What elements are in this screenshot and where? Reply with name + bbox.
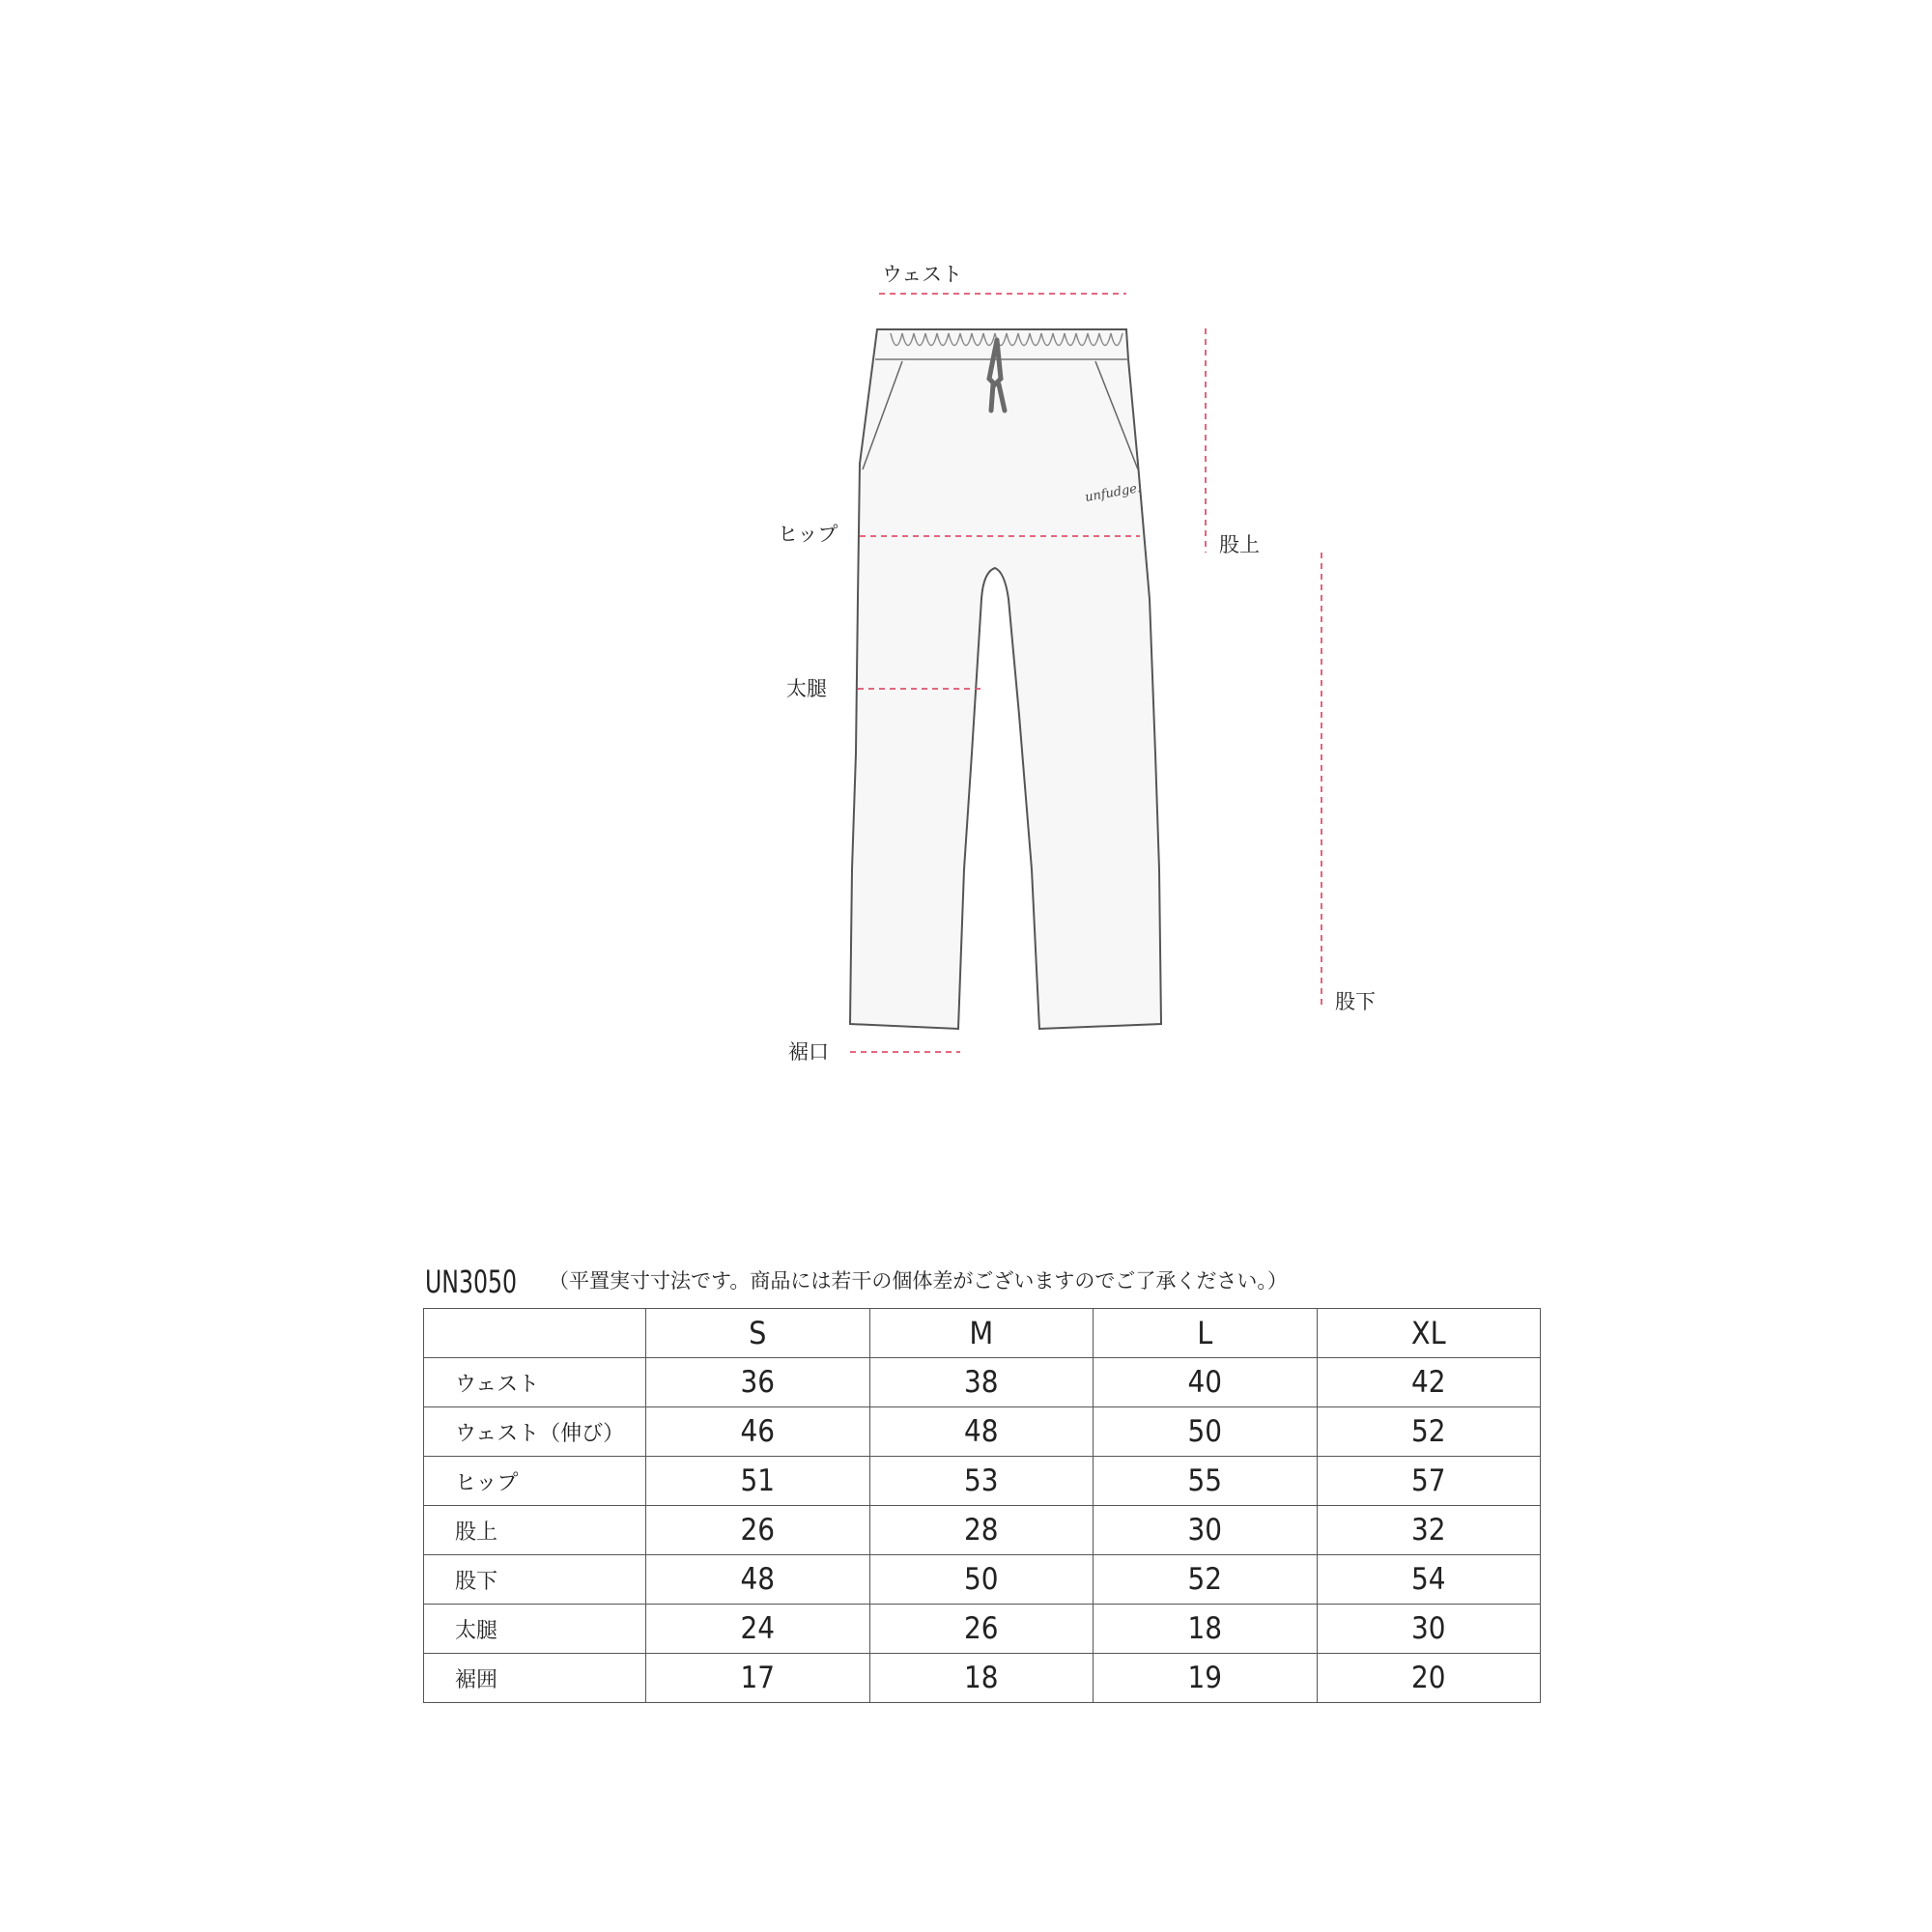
- table-cell: 50: [1094, 1407, 1318, 1457]
- table-row: [424, 1407, 1541, 1457]
- table-cell: 55: [1094, 1457, 1318, 1506]
- table-row: [424, 1358, 1541, 1407]
- table-row: [424, 1654, 1541, 1703]
- row-label: ウェスト（伸び）: [424, 1407, 646, 1457]
- table-cell: 19: [1094, 1654, 1318, 1703]
- header-size-m: M: [869, 1309, 1094, 1358]
- table-cell: 42: [1317, 1358, 1541, 1407]
- table-cell: 50: [869, 1555, 1094, 1605]
- table-cell: 18: [869, 1654, 1094, 1703]
- inseam-label: 股下: [1335, 990, 1376, 1013]
- row-label: 股下: [424, 1555, 646, 1605]
- table-cell: 30: [1094, 1506, 1318, 1555]
- table-cell: 32: [1317, 1506, 1541, 1555]
- table-cell: 40: [1094, 1358, 1318, 1407]
- table-cell: 48: [869, 1407, 1094, 1457]
- row-label: ウェスト: [424, 1358, 646, 1407]
- table-cell: 18: [1094, 1605, 1318, 1654]
- table-cell: 53: [869, 1457, 1094, 1506]
- table-cell: 17: [646, 1654, 870, 1703]
- row-label: ヒップ: [424, 1457, 646, 1506]
- table-row: [424, 1457, 1541, 1506]
- brand-logo: unfudge.: [1084, 481, 1143, 505]
- waist-label: ウェスト: [882, 263, 963, 286]
- table-cell: 52: [1094, 1555, 1318, 1605]
- table-cell: 36: [646, 1358, 870, 1407]
- size-chart-table: [423, 1308, 1541, 1703]
- table-header-row: [424, 1309, 1541, 1358]
- row-label: 裾囲: [424, 1654, 646, 1703]
- pants-outline: [850, 329, 1161, 1029]
- rise-label: 股上: [1219, 533, 1260, 556]
- table-cell: 30: [1317, 1605, 1541, 1654]
- table-cell: 46: [646, 1407, 870, 1457]
- table-cell: 26: [646, 1506, 870, 1555]
- table-cell: 52: [1317, 1407, 1541, 1457]
- table-row: [424, 1506, 1541, 1555]
- thigh-label: 太腿: [786, 677, 827, 700]
- table-cell: 24: [646, 1605, 870, 1654]
- row-label: 股上: [424, 1506, 646, 1555]
- measurement-note: （平置実寸寸法です。商品には若干の個体差がございますのでご了承ください。）: [549, 1269, 1288, 1293]
- header-size-xl: XL: [1317, 1309, 1541, 1358]
- table-cell: 20: [1317, 1654, 1541, 1703]
- table-row: [424, 1555, 1541, 1605]
- row-label: 太腿: [424, 1605, 646, 1654]
- table-cell: 57: [1317, 1457, 1541, 1506]
- table-row: [424, 1605, 1541, 1654]
- table-cell: 54: [1317, 1555, 1541, 1605]
- hem-label: 裾口: [788, 1040, 829, 1064]
- header-empty: [424, 1309, 646, 1358]
- hip-label: ヒップ: [778, 523, 838, 546]
- product-code: UN3050: [425, 1264, 518, 1300]
- table-cell: 38: [869, 1358, 1094, 1407]
- table-cell: 51: [646, 1457, 870, 1506]
- table-cell: 48: [646, 1555, 870, 1605]
- table-cell: 26: [869, 1605, 1094, 1654]
- header-size-l: L: [1094, 1309, 1318, 1358]
- header-size-s: S: [646, 1309, 870, 1358]
- table-cell: 28: [869, 1506, 1094, 1555]
